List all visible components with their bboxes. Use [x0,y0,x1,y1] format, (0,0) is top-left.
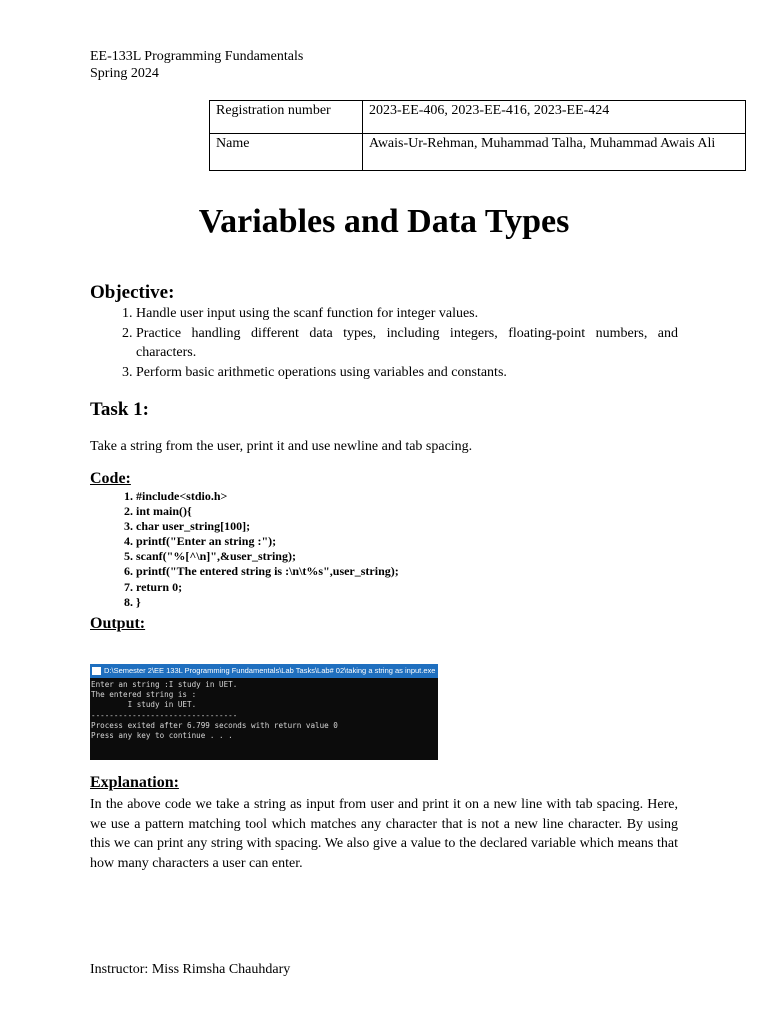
objective-heading: Objective: [90,282,175,303]
code-listing [90,489,399,610]
code-line: 6. printf("The entered string is :\n\t%s",user_string); [136,564,399,579]
console-line: Process exited after 6.799 seconds with return value 0 [91,720,338,730]
code-line: 3. char user_string[100]; [136,519,399,534]
console-screenshot [90,664,438,760]
list-item: 1. Handle user input using the scanf function for integer values. [136,304,678,324]
output-heading: Output: [90,615,146,632]
objective-list [90,304,678,382]
name-value: Awais-Ur-Rehman, Muhammad Talha, Muhammad Awais Ali [363,134,746,171]
document-title: Variables and Data Types [198,203,570,240]
console-window-title: D:\Semester 2\EE 133L Programming Fundamentals\Lab Tasks\Lab# 02\taking a string as input.exe [104,666,436,675]
console-line: Enter an string :I study in UET. [91,680,238,689]
code-line: 4. printf("Enter an string :"); [136,534,399,549]
console-line: I study in UET. [91,700,197,710]
student-info-table [209,100,746,171]
console-line: -------------------------------- [91,710,238,720]
code-line: 1. #include<stdio.h> [136,489,399,504]
table-row [210,134,746,171]
instructor-footer: Instructor: Miss Rimsha Chauhdary [90,962,291,977]
explanation-heading: Explanation: [90,774,179,791]
registration-value: 2023-EE-406, 2023-EE-416, 2023-EE-424 [363,101,746,134]
code-line: 8. } [136,595,399,610]
list-item: 3. Perform basic arithmetic operations using variables and constants. [136,363,678,383]
console-app-icon [92,667,101,675]
list-item: 2. Practice handling different data types, including integers, floating-point numbers, and characters. [136,324,678,363]
code-line: 7. return 0; [136,580,399,595]
console-line: The entered string is : [91,690,197,700]
table-row [210,101,746,134]
page-header [90,48,303,82]
console-output [90,678,438,741]
code-line: 5. scanf("%[^\n]",&user_string); [136,549,399,564]
task-description: Take a string from the user, print it and use newline and tab spacing. [90,439,473,454]
explanation-text: In the above code we take a string as input from user and print it on a new line with tab spacing. Here, we use a pattern matching tool which matches any character that is not a new line character. By using this we can print any string with spacing. We also give a value to the declared variable which means that how many characters a user can enter. [90,797,678,871]
registration-label: Registration number [210,101,363,134]
code-line: 2. int main(){ [136,504,399,519]
task-heading: Task 1: [90,399,149,420]
code-heading: Code: [90,470,131,487]
name-label: Name [210,134,363,171]
console-line: Press any key to continue . . . [91,731,233,741]
course-name: EE-133L Programming Fundamentals [90,49,304,64]
semester: Spring 2024 [90,66,159,81]
console-title-bar [90,664,438,678]
